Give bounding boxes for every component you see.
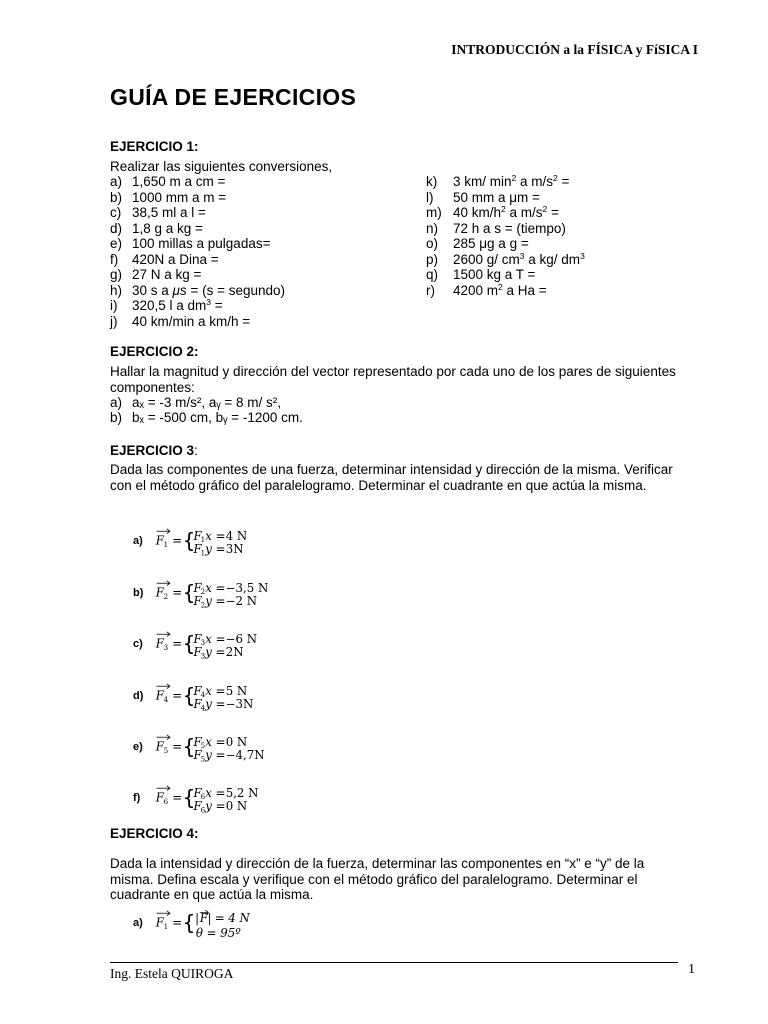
fx-axis: x = — [205, 528, 226, 543]
conversion-item — [426, 205, 585, 221]
right-label: l) — [426, 189, 434, 205]
left-label: a) — [110, 174, 123, 189]
force-index: 6 — [163, 796, 169, 806]
conversion-text: = (s = segundo) — [186, 282, 285, 298]
force-row — [133, 729, 433, 769]
conversion-text: a Ha = — [502, 282, 547, 298]
superscript: 2 — [501, 204, 506, 214]
fy-value: 3N — [225, 542, 244, 557]
conversion-text: 50 mm a μm = — [453, 189, 540, 205]
fy-symbol: F — [193, 697, 202, 712]
conversion-item — [426, 190, 585, 206]
conversion-text: 40 km/h — [453, 205, 502, 220]
fy-value: 2N — [225, 645, 244, 660]
conversion-item — [426, 283, 585, 299]
conversion-item — [110, 221, 285, 237]
fx-value: 0 N — [225, 734, 248, 749]
force-formula — [155, 784, 265, 816]
force-formula — [155, 527, 265, 559]
brace: { — [182, 528, 196, 553]
svg-text:{: { — [182, 910, 196, 935]
svg-text:|: | — [207, 910, 212, 925]
fx-symbol: F — [193, 683, 202, 698]
ej2-text: Hallar la magnitud y dirección del vector representado por cada uno de los pares de siguientes componentes: — [110, 364, 676, 395]
fy-axis: y = — [205, 697, 226, 712]
fx-symbol: F — [193, 528, 202, 543]
conversion-item — [110, 190, 285, 206]
ej4-heading: EJERCICIO 4: — [110, 826, 199, 841]
ej1-heading: EJERCICIO 1: — [110, 139, 199, 154]
right-label: k) — [426, 174, 438, 189]
force-formula — [155, 733, 265, 765]
right-label: n) — [426, 220, 439, 236]
superscript: 2 — [511, 173, 517, 183]
equals-sign: = — [172, 688, 183, 703]
force-symbol: F — [155, 533, 164, 548]
svg-text:F: F — [155, 915, 164, 930]
force-row — [133, 780, 433, 820]
page-title: GUÍA DE EJERCICIOS — [110, 84, 357, 110]
brace: { — [182, 785, 196, 810]
ej4-a-formula — [155, 909, 265, 941]
conversion-item — [426, 236, 585, 252]
svg-text:F: F — [199, 910, 208, 925]
force-label: f) — [133, 792, 141, 804]
conversion-item — [110, 298, 285, 314]
conversion-item — [426, 174, 585, 190]
fy-value: −2 N — [225, 594, 258, 609]
force-index: 1 — [163, 539, 169, 549]
conversion-text: a m/s — [505, 205, 543, 220]
ej1-right-list — [426, 174, 585, 298]
fy-index: 1 — [200, 548, 206, 558]
fx-axis: x = — [205, 734, 226, 749]
fx-value: −6 N — [225, 631, 258, 646]
force-row — [133, 575, 433, 615]
svg-text:=: = — [172, 915, 183, 930]
conversion-text: 40 km/min a km/h = — [132, 313, 251, 329]
mu-unit: μs — [172, 282, 187, 298]
left-label: j) — [110, 313, 118, 329]
right-label: r) — [426, 282, 435, 298]
force-row — [133, 626, 433, 666]
ej1-intro: Realizar las siguientes conversiones, — [110, 159, 333, 174]
ej4-force-a — [133, 905, 433, 945]
brace: { — [182, 734, 196, 759]
left-label: c) — [110, 205, 122, 220]
fx-value: −3,5 N — [225, 580, 269, 595]
right-label: q) — [426, 267, 439, 282]
ej4-a-theta: θ = 95º — [195, 925, 241, 940]
fx-axis: x = — [205, 580, 226, 595]
force-row — [133, 523, 433, 563]
conversion-text: 100 millas a pulgadas= — [132, 236, 271, 251]
conversion-item — [110, 236, 285, 252]
fy-index: 5 — [200, 754, 206, 764]
conversion-item — [110, 314, 285, 330]
fy-axis: y = — [205, 542, 226, 557]
fx-value: 4 N — [225, 528, 248, 543]
fx-symbol: F — [193, 785, 202, 800]
fy-index: 2 — [200, 600, 206, 610]
force-index: 4 — [163, 694, 169, 704]
force-symbol: F — [155, 585, 164, 600]
conversion-item — [426, 221, 585, 237]
force-label: e) — [133, 741, 143, 753]
ej3-heading: EJERCICIO 3: — [110, 443, 198, 458]
equals-sign: = — [172, 790, 183, 805]
ej4-a-label: a) — [133, 917, 143, 929]
fy-value: −3N — [225, 697, 254, 712]
footer-author: Ing. Estela QUIROGA — [110, 966, 234, 981]
conversion-text: 1500 kg a T = — [453, 267, 536, 282]
fx-index: 3 — [200, 638, 206, 648]
conversion-text: 38,5 ml a l = — [132, 205, 206, 220]
left-label: g) — [110, 267, 123, 282]
force-label: b) — [133, 587, 144, 599]
brace: { — [182, 631, 196, 656]
conversion-text: 27 N a kg = — [132, 267, 202, 282]
brace: { — [182, 683, 196, 708]
fx-axis: x = — [205, 683, 226, 698]
force-label: d) — [133, 690, 144, 702]
fy-symbol: F — [193, 748, 202, 763]
superscript: 3 — [580, 250, 585, 261]
footer-divider — [110, 962, 678, 963]
conversion-text: 2600 g/ cm — [453, 251, 520, 267]
force-index: 3 — [163, 642, 169, 652]
conversion-text: = — [211, 298, 223, 313]
equals-sign: = — [172, 533, 183, 548]
conversion-item — [426, 252, 585, 268]
force-symbol: F — [155, 688, 164, 703]
ej3-text: Dada las componentes de una fuerza, determinar intensidad y dirección de la misma. Verificar con el método gráfico del paralelogramo. Determinar el cuadrante en que actúa la misma. — [110, 462, 673, 493]
brace: { — [182, 580, 196, 605]
conversion-text: 3 km/ min — [453, 174, 512, 189]
force-formula — [155, 630, 265, 662]
conversion-text: 320,5 l a dm — [132, 298, 207, 313]
conversion-text: = — [557, 174, 570, 189]
ej2-item-b — [110, 410, 303, 426]
ej1-left-list — [110, 174, 285, 329]
conversion-text: 30 s a — [132, 282, 173, 298]
conversion-item — [110, 283, 285, 299]
fy-symbol: F — [193, 645, 202, 660]
ej4-a-magnitude: = 4 N — [214, 910, 250, 925]
left-label: e) — [110, 236, 123, 251]
left-label: d) — [110, 220, 123, 236]
fx-axis: x = — [205, 631, 226, 646]
conversion-item — [110, 267, 285, 283]
fx-index: 5 — [200, 741, 206, 751]
force-label: a) — [133, 535, 143, 547]
fy-index: 3 — [200, 651, 206, 661]
fx-index: 4 — [200, 690, 206, 700]
conversion-text: 1,8 g a kg = — [132, 220, 203, 236]
force-row — [133, 678, 433, 718]
fy-symbol: F — [193, 799, 202, 814]
superscript: 2 — [498, 281, 503, 292]
conversion-item — [426, 267, 585, 283]
force-index: 5 — [163, 745, 169, 755]
right-label: p) — [426, 251, 439, 267]
conversion-text: 1,650 m a cm = — [132, 174, 226, 189]
conversion-item — [110, 174, 285, 190]
fy-axis: y = — [205, 594, 226, 609]
conversion-text: 420N a Dina = — [132, 251, 219, 267]
force-formula — [155, 682, 265, 714]
ej4-text: Dada la intensidad y dirección de la fuerza, determinar las componentes en “x” e “y” de la misma. Defina escala y verifique con el método gráfico del paralelogramo. Determinar el cuadrante en que actúa la misma. — [110, 856, 645, 902]
ej2-a-text: aₓ = -3 m/s², aᵧ = 8 m/ s², — [132, 395, 282, 410]
left-label: f) — [110, 251, 119, 267]
superscript: 2 — [553, 173, 558, 183]
right-label: m) — [426, 205, 442, 220]
left-label: b) — [110, 189, 123, 205]
equals-sign: = — [172, 739, 183, 754]
force-label: c) — [133, 638, 143, 650]
fy-axis: y = — [205, 748, 226, 763]
conversion-text: 72 h a s = (tiempo) — [453, 220, 566, 236]
fx-index: 1 — [200, 535, 206, 545]
force-symbol: F — [155, 739, 164, 754]
fy-value: 0 N — [225, 799, 248, 814]
fx-symbol: F — [193, 734, 202, 749]
ej4-a-index: 1 — [163, 921, 169, 931]
superscript: 3 — [519, 250, 525, 261]
conversion-text: 285 μg a g = — [453, 236, 529, 251]
force-formula — [155, 579, 269, 611]
svg-text:|: | — [195, 910, 200, 925]
fy-symbol: F — [193, 594, 202, 609]
fy-index: 4 — [200, 703, 206, 713]
conversion-text: = — [547, 205, 559, 220]
force-symbol: F — [155, 636, 164, 651]
conversion-text: a m/s — [516, 174, 554, 189]
conversion-item — [110, 205, 285, 221]
ej2-a-label: a) — [110, 395, 123, 410]
page-number: 1 — [688, 962, 695, 977]
fy-axis: y = — [205, 645, 226, 660]
equals-sign: = — [172, 636, 183, 651]
left-label: i) — [110, 298, 118, 313]
equals-sign: = — [172, 585, 183, 600]
fx-symbol: F — [193, 631, 202, 646]
superscript: 3 — [206, 297, 212, 307]
ej2-item-a — [110, 395, 281, 411]
ej2-heading: EJERCICIO 2: — [110, 344, 199, 359]
conversion-text: a kg/ dm — [524, 251, 581, 267]
fy-index: 6 — [200, 805, 206, 815]
fx-index: 2 — [200, 587, 206, 597]
fy-axis: y = — [205, 799, 226, 814]
ej2-b-label: b) — [110, 410, 123, 425]
fx-axis: x = — [205, 785, 226, 800]
force-symbol: F — [155, 790, 164, 805]
fx-value: 5,2 N — [225, 785, 259, 800]
left-label: h) — [110, 282, 123, 298]
right-label: o) — [426, 236, 439, 251]
force-index: 2 — [163, 591, 169, 601]
ej2-b-text: bₓ = -500 cm, bᵧ = -1200 cm. — [132, 410, 303, 425]
page-header: INTRODUCCIÓN a la FÍSICA y FíSICA I — [451, 42, 698, 57]
fy-value: −4,7N — [225, 748, 265, 763]
conversion-item — [110, 252, 285, 268]
fx-value: 5 N — [225, 683, 248, 698]
fy-symbol: F — [193, 542, 202, 557]
superscript: 2 — [542, 204, 548, 214]
conversion-text: 4200 m — [453, 282, 499, 298]
conversion-text: 1000 mm a m = — [132, 189, 227, 205]
fx-symbol: F — [193, 580, 202, 595]
fx-index: 6 — [200, 792, 206, 802]
